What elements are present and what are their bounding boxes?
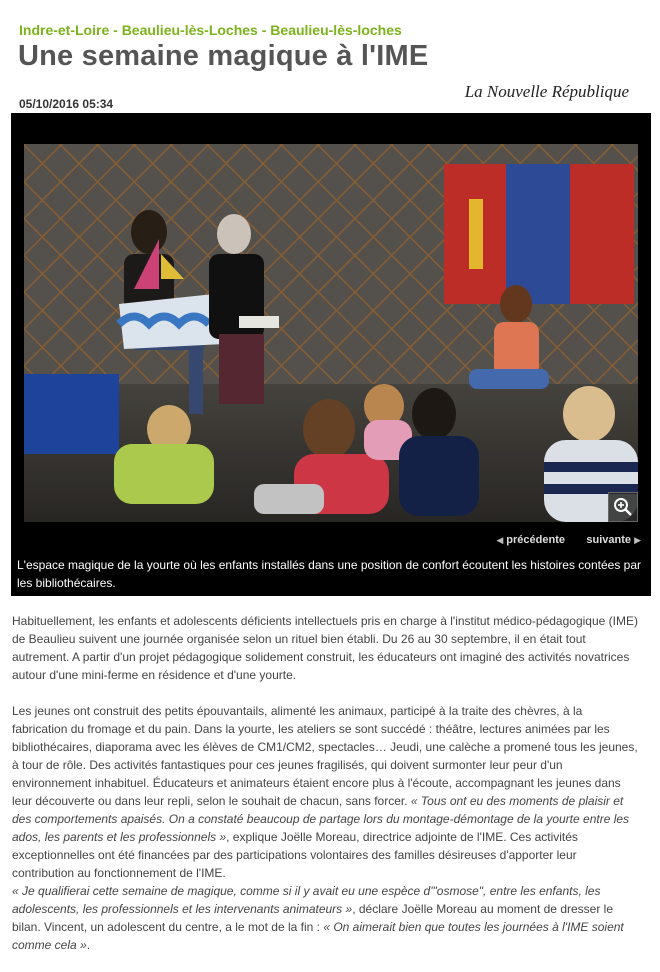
breadcrumb-item-locality[interactable]: Beaulieu-lès-loches xyxy=(270,22,402,38)
publish-date: 05/10/2016 05:34 xyxy=(19,97,114,111)
zoom-in-icon xyxy=(613,497,633,517)
photo-caption: L'espace magique de la yourte où les enfants installés dans une position de confort écoutent les histoires contées par les bibliothécaires. xyxy=(17,558,642,590)
previous-photo-label: précédente xyxy=(506,534,565,546)
paragraph-1: Habituellement, les enfants et adolescents déficients intellectuels pris en charge à l'institut médico-pédagogique (IME) de Beaulieu suivent une journée organisée selon un rituel bien établi. Du 26 au 30 septembre, il en était tout autrement. A partir d'un projet pédagogique solidement construit, les éducateurs ont imaginé des activités novatrices autour d'une mini-ferme en résidence et d'une yourte. xyxy=(12,614,638,682)
paragraph-2 xyxy=(12,702,640,954)
paragraph-3-closing-quote: « On aimerait bien que toutes les journées à l'IME soient comme cela » xyxy=(12,920,624,952)
article-photo[interactable] xyxy=(24,144,638,522)
breadcrumb-item-department[interactable]: Indre-et-Loire xyxy=(19,22,110,38)
paragraph-2-text: Les jeunes ont construit des petits épouvantails, alimenté les animaux, participé à la traite des chèvres, à la fabrication du fromage et du pain. Dans la yourte, les ateliers se sont succédé : théâtre, lectures animées par les bibliothécaires, diaporama avec les élèves de CM1/CM2, spectacles… Jeudi, une calèche a promené tous les jeunes, à tour de rôle. Des activités fantastiques pour ces jeunes fragilisés, qui doivent surmonter leur peur d'un environnement inhabituel. Éducateurs et animateurs étaient encore plus à l'écoute, accompagnant les jeunes dans leur découverte ou dans leur repli, selon le souhait de chacun, sans forcer. xyxy=(12,704,638,808)
article-body xyxy=(12,612,640,972)
breadcrumb-separator: - xyxy=(109,22,122,38)
paragraph-3-end: . xyxy=(86,938,91,952)
chevron-left-icon: ◀ xyxy=(496,535,504,545)
paragraph-2-quote: « Tous ont eu des moments de plaisir et des comportements apaisés. On a constaté beaucoup de partage lors du montage-démontage de la yourte entre les ados, les parents et les professionnels » xyxy=(12,794,630,844)
yurt-scene-illustration xyxy=(24,144,638,522)
photo-gallery xyxy=(11,113,651,596)
breadcrumb-item-town[interactable]: Beaulieu-lès-Loches xyxy=(121,22,258,38)
chevron-right-icon: ▶ xyxy=(634,535,641,545)
breadcrumb xyxy=(19,22,402,38)
next-photo-button[interactable] xyxy=(586,534,641,546)
paragraph-3-text: , déclare Joëlle Moreau au moment de dresser le bilan. Vincent, un adolescent du centre, a le mot de la fin : xyxy=(12,902,614,934)
paragraph-2-text-end: , explique Joëlle Moreau, directrice adjointe de l'IME. Ces activités exceptionnelles ont été financées par des participations volontaires des familles désireuses d'apporter leur contribution au fonctionnement de l'IME. xyxy=(12,830,578,880)
previous-photo-button[interactable] xyxy=(496,534,565,546)
paragraph-3-quote: « Je qualifierai cette semaine de magique, comme si il y avait eu une espèce d'"osmose", entre les enfants, les adolescents, les professionnels et les intervenants animateurs » xyxy=(12,884,601,916)
breadcrumb-separator: - xyxy=(257,22,271,38)
page-title: Une semaine magique à l'IME xyxy=(18,40,429,72)
zoom-button[interactable] xyxy=(608,492,638,522)
source-logo: La Nouvelle République xyxy=(464,82,629,101)
next-photo-label: suivante xyxy=(586,534,632,546)
